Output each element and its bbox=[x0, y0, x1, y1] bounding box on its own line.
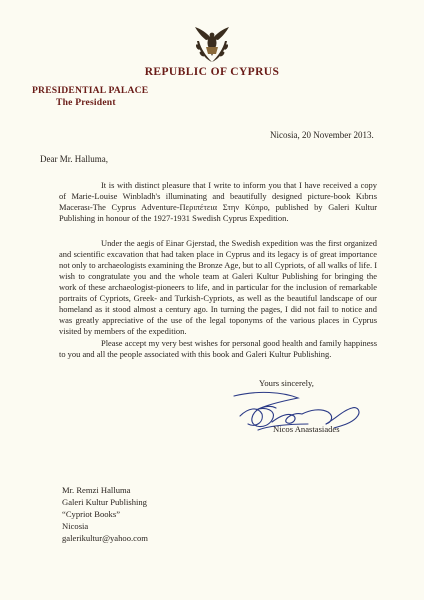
signer-name: Nicos Anastasiades bbox=[273, 424, 340, 434]
office-role: The President bbox=[56, 97, 116, 108]
office-name: PRESIDENTIAL PALACE bbox=[32, 85, 149, 96]
body-paragraph-2: Under the aegis of Einar Gjerstad, the Swedish expedition was the first organized and scientific excavation that had taken place in Cyprus and its legacy is of great importance not only to archaeologists examining the Bronze Age, but to all Cypriots, of all walks of life. I wish to congratulate you and the whole team at Galeri Kultur Publishing for bringing the work of these archaeologist-pioneers to life, and in particular for the inclusion of remarkable portraits of Cypriots, Greek- and Turkish-Cypriots, as well as the beautiful landscape of our homeland as it stood almost a century ago. In turning the pages, I did not fail to notice and was greatly appreciative of the use of the legal toponyms of the various places in Cyprus visited by members of the expedition. bbox=[59, 238, 377, 336]
recipient-imprint: “Cypriot Books” bbox=[62, 509, 121, 519]
body-paragraph-3: Please accept my very best wishes for personal good health and family happiness to you and all the people associated with this book and Galeri Kultur Publishing. bbox=[59, 338, 377, 359]
recipient-city: Nicosia bbox=[62, 521, 89, 531]
coat-of-arms-emblem bbox=[189, 23, 235, 65]
body-paragraph-1: It is with distinct pleasure that I write to inform you that I have received a copy of Marie-Louise Winbladh's illuminating and beautifully designed picture-book Kıbrıs Macerası-The Cyprus Adventure-Περιπέτεια Στην Κύπρο, published by Galeri Kultur Publishing in honour of the 1927-1931 Swedish Cyprus Expedition. bbox=[59, 180, 377, 223]
recipient-address bbox=[62, 484, 148, 544]
closing: Yours sincerely, bbox=[259, 378, 314, 388]
letterhead-country: REPUBLIC OF CYPRUS bbox=[144, 66, 280, 78]
recipient-name: Mr. Remzi Halluma bbox=[62, 485, 131, 495]
recipient-company: Galeri Kultur Publishing bbox=[62, 497, 147, 507]
salutation: Dear Mr. Halluma, bbox=[40, 154, 108, 164]
letterhead-office bbox=[32, 85, 148, 109]
letter-date: Nicosia, 20 November 2013. bbox=[270, 130, 374, 140]
recipient-email: galerikultur@yahoo.com bbox=[62, 533, 148, 543]
